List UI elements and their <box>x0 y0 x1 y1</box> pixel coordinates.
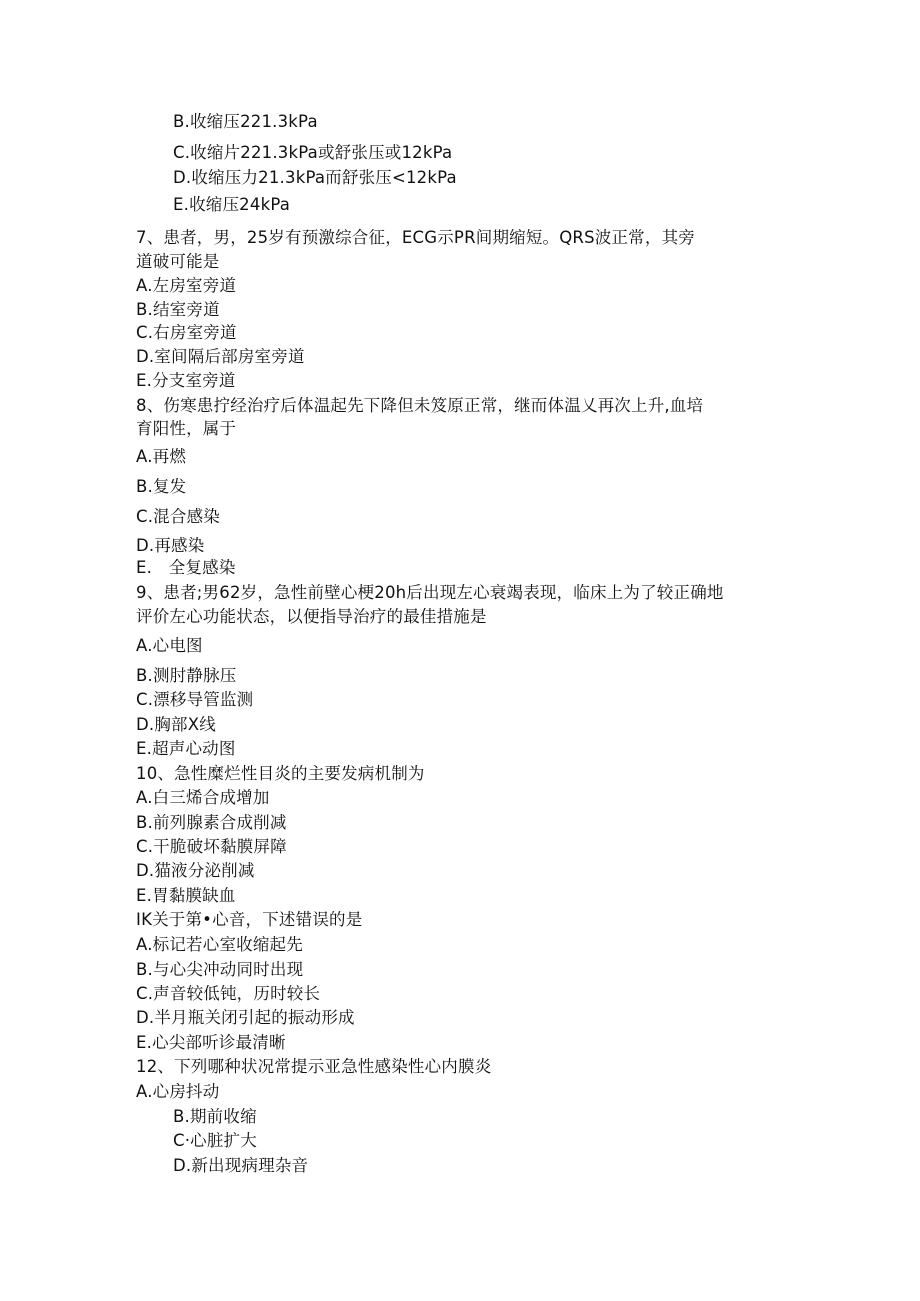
question-9-line-1: 9、患者;男62岁，急性前壁心梗20h后出现左心衰竭表现，临床上为了较正确地 <box>136 583 724 602</box>
option-12a: A.心房抖动 <box>136 1082 220 1101</box>
question-7-line-2: 道破可能是 <box>136 252 220 271</box>
option-7d: D.室间隔后部房室旁道 <box>136 347 305 366</box>
option-10c: C.干脆破坏黏膜屏障 <box>136 837 287 856</box>
option-11e: E.心尖部听诊最清晰 <box>136 1033 286 1052</box>
option-6b: B.收缩压221.3kPa <box>173 112 318 131</box>
option-9a: A.心电图 <box>136 636 203 655</box>
option-11b: B.与心尖冲动同时出现 <box>136 960 304 979</box>
option-8c: C.混合感染 <box>136 507 220 526</box>
option-6e: E.收缩压24kPa <box>173 195 291 214</box>
question-11: IK关于第•心音，下述错误的是 <box>136 910 363 929</box>
option-6c: C.收缩片221.3kPa或舒张压或12kPa <box>173 143 453 162</box>
option-9d: D.胸部X线 <box>136 715 216 734</box>
question-8-line-1: 8、伤寒患拧经治疗后体温起先下降但未笈原正常，继而体温乂再次上升,血培 <box>136 396 704 415</box>
option-9e: E.超声心动图 <box>136 739 236 758</box>
option-10d: D.猫液分泌削减 <box>136 861 255 880</box>
option-6d: D.收缩压力21.3kPa而舒张压<12kPa <box>173 168 457 187</box>
option-10b: B.前列腺素合成削减 <box>136 813 287 832</box>
question-12: 12、下列哪种状况常提示亚急性感染性心内膜炎 <box>136 1057 492 1076</box>
question-10: 10、急性糜烂性目炎的主要发病机制为 <box>136 764 425 783</box>
option-11d: D.半月瓶关闭引起的振动形成 <box>136 1008 355 1027</box>
question-9-line-2: 评价左心功能状态，以便指导治疗的最佳措施是 <box>136 607 487 626</box>
option-10a: A.白三烯合成增加 <box>136 788 270 807</box>
question-7-line-1: 7、患者，男，25岁有预激综合征，ECG示PR间期缩短。QRS波正常，其旁 <box>136 228 695 247</box>
option-7a: A.左房室旁道 <box>136 276 237 295</box>
option-11c: C.声音较低钝，历时较长 <box>136 984 321 1003</box>
option-7b: B.结室旁道 <box>136 300 220 319</box>
option-8a: A.再燃 <box>136 447 187 466</box>
option-7e: E.分支室旁道 <box>136 371 236 390</box>
option-8e: E. 全复感染 <box>136 558 236 577</box>
option-10e: E.胃黏膜缺血 <box>136 886 236 905</box>
option-9c: C.漂移导管监测 <box>136 690 254 709</box>
option-12d: D.新出现病理杂音 <box>173 1156 309 1175</box>
option-8b: B.复发 <box>136 477 187 496</box>
option-12b: B.期前收缩 <box>173 1107 257 1126</box>
option-8d: D.再感染 <box>136 536 205 555</box>
option-12c: C·心脏扩大 <box>173 1131 257 1150</box>
option-9b: B.测肘静脉压 <box>136 666 237 685</box>
option-11a: A.标记若心室收缩起先 <box>136 935 303 954</box>
question-8-line-2: 育阳性，属于 <box>136 419 237 438</box>
option-7c: C.右房室旁道 <box>136 323 237 342</box>
